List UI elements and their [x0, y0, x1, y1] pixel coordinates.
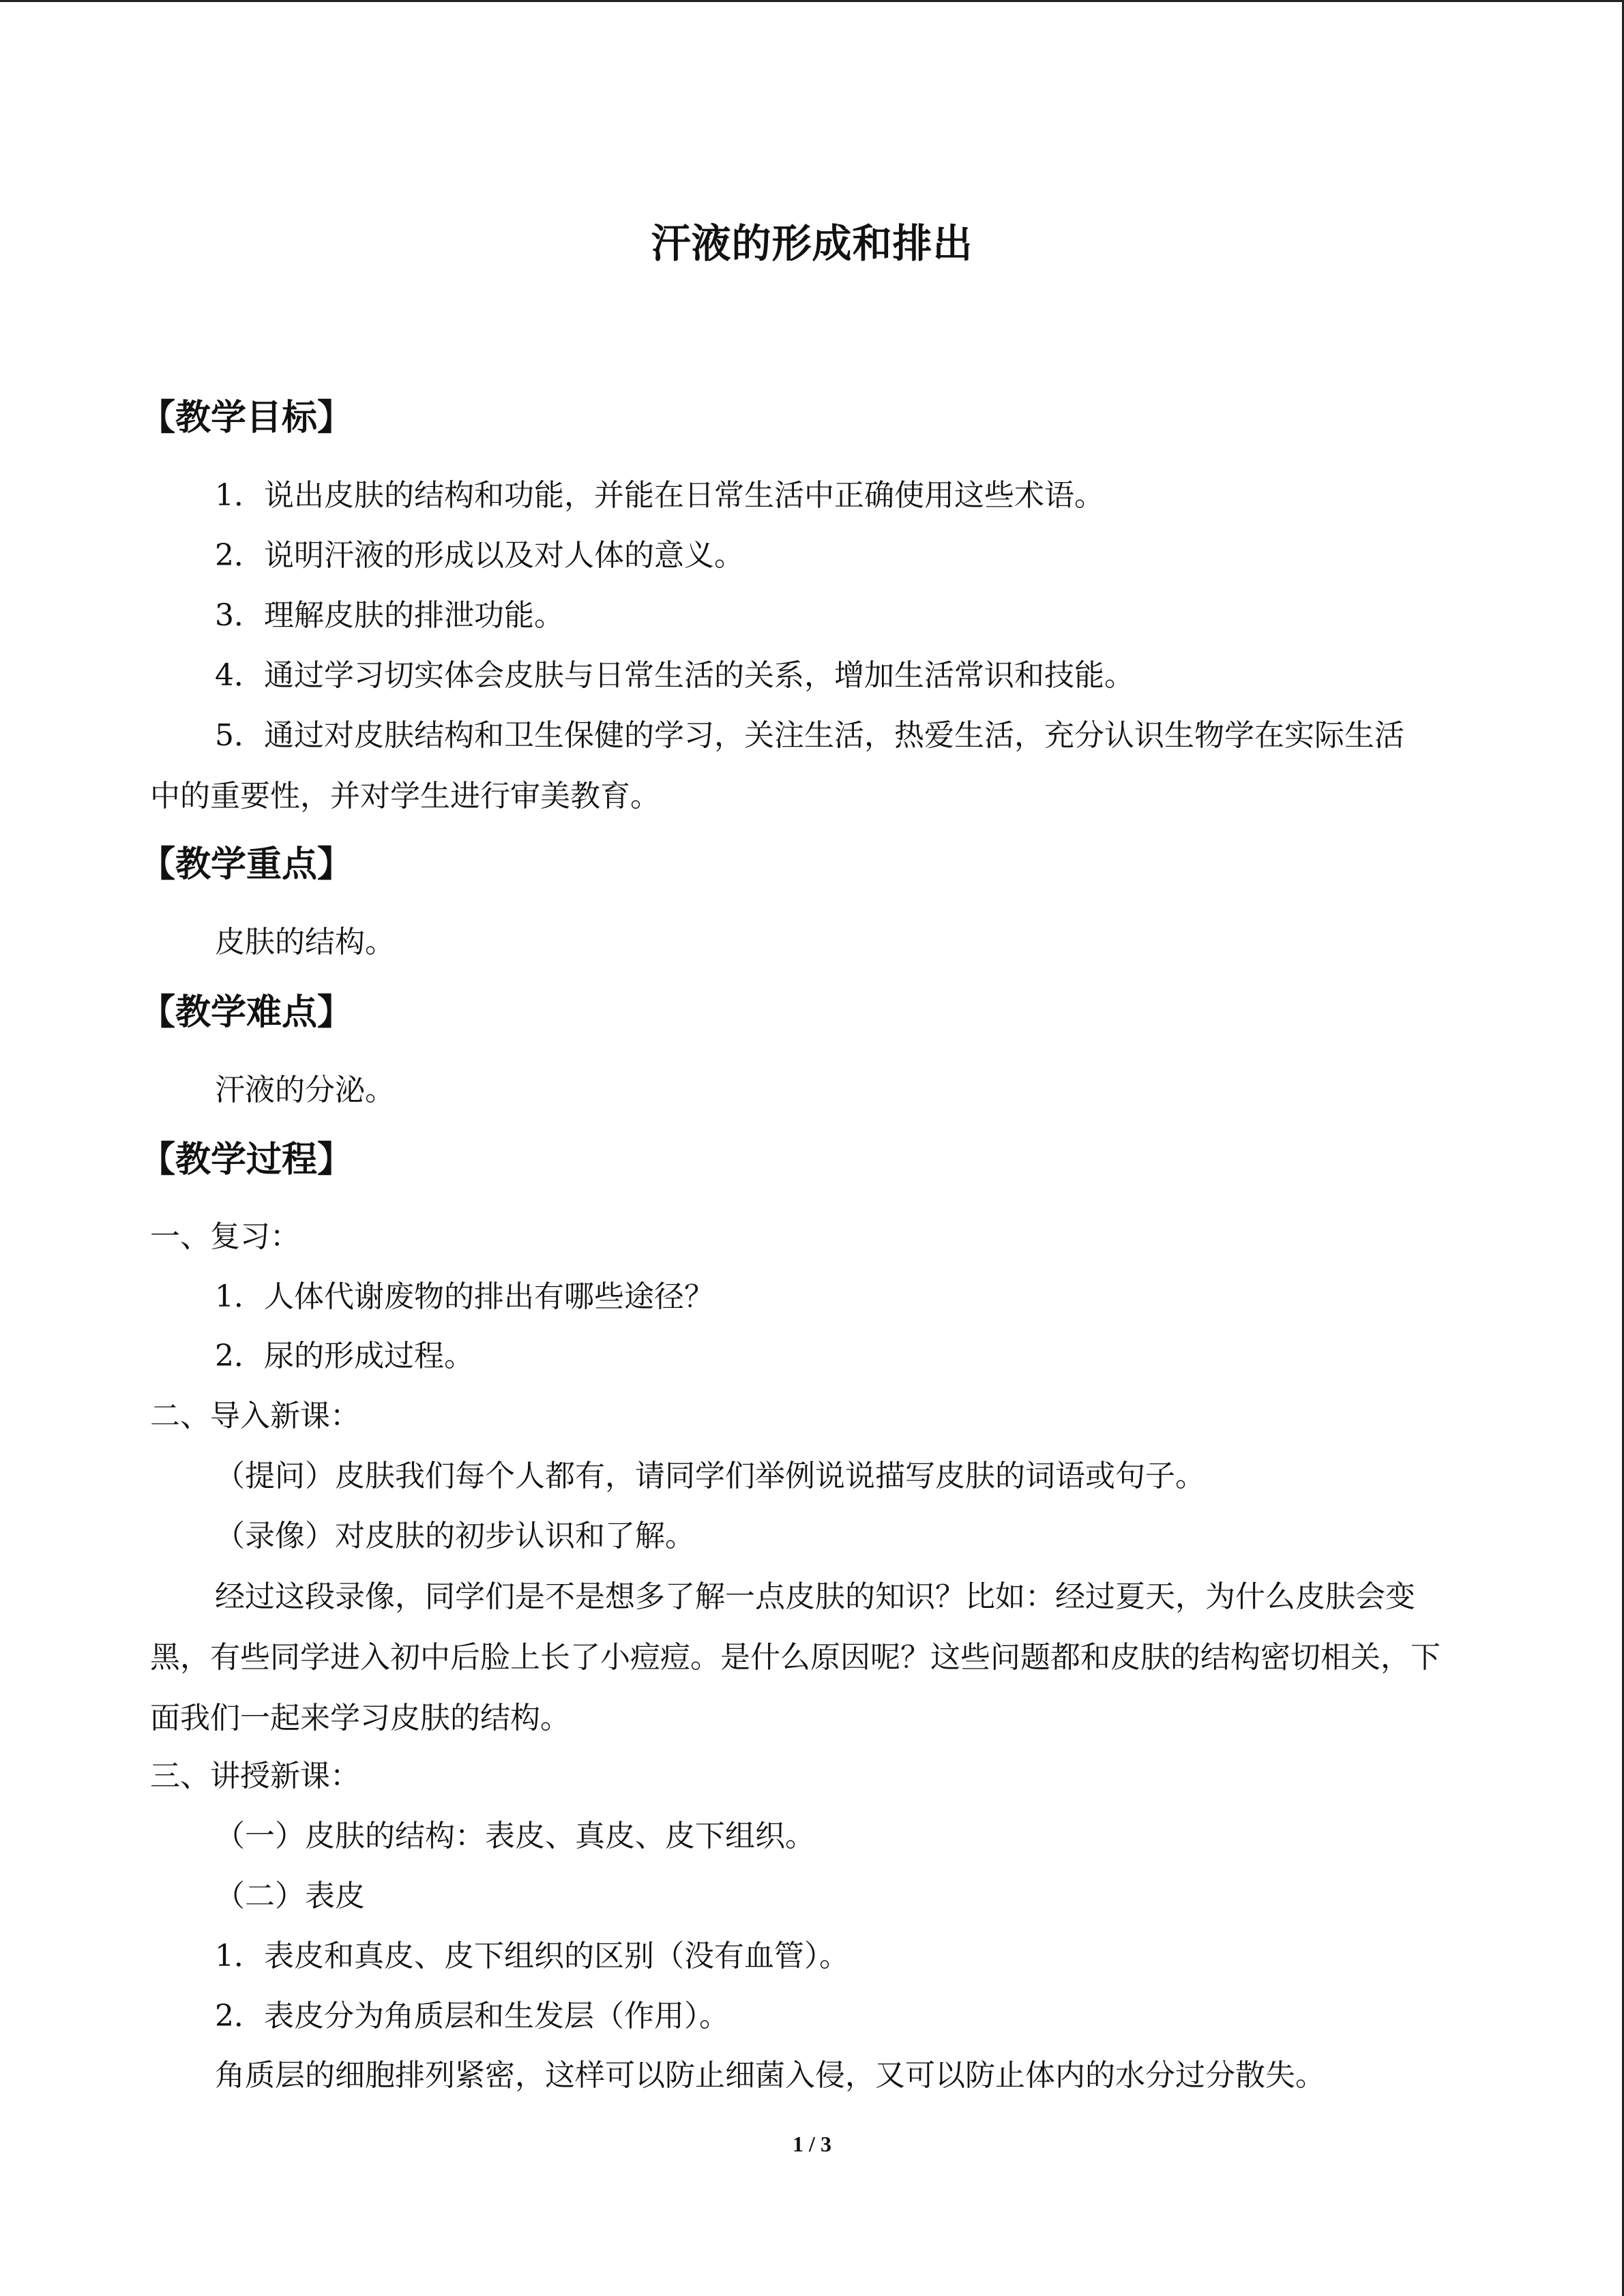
intro-paragraph: 经过这段录像，同学们是不是想多了解一点皮肤的知识？比如：经过夏天，为什么皮肤会变黑，有些同学进入初中后脸上长了小痘痘。是什么原因呢？这些问题都和皮肤的结构密切相关，下面我们一起来学习皮肤的结构。	[150, 1579, 1441, 1735]
heading-difficulties: 【教学难点】	[140, 992, 353, 1033]
heading-teaching-process: 【教学过程】	[140, 1139, 353, 1180]
lesson-item-3: 1．表皮和真皮、皮下组织的区别（没有血管）。	[215, 1939, 849, 1973]
difficulty-text: 汗液的分泌。	[215, 1073, 395, 1107]
lesson-item-2: （二）表皮	[215, 1879, 365, 1913]
lesson-item-1: （一）皮肤的结构：表皮、真皮、皮下组织。	[215, 1819, 815, 1853]
heading-key-points: 【教学重点】	[140, 844, 353, 885]
review-item-1: 1．人体代谢废物的排出有哪些途径？	[215, 1279, 714, 1314]
page-number: 1 / 3	[793, 2132, 831, 2156]
goal-item-5: 5．通过对皮肤结构和卫生保健的学习，关注生活，热爱生活，充分认识生物学在实际生活中的重要性，并对学生进行审美教育。	[150, 718, 1404, 814]
page-top-border	[0, 0, 1624, 2]
review-item-2: 2．尿的形成过程。	[215, 1339, 474, 1373]
lesson-title: 三、讲授新课：	[150, 1759, 360, 1793]
goal-item-3: 3．理解皮肤的排泄功能。	[215, 598, 564, 633]
intro-title: 二、导入新课：	[150, 1399, 360, 1433]
lesson-item-5: 角质层的细胞排列紧密，这样可以防止细菌入侵，又可以防止体内的水分过分散失。	[215, 2058, 1325, 2093]
goal-item-1: 1．说出皮肤的结构和功能，并能在日常生活中正确使用这些术语。	[215, 478, 1104, 513]
heading-teaching-goals: 【教学目标】	[140, 398, 353, 438]
goal-item-2: 2．说明汗液的形成以及对人体的意义。	[215, 538, 744, 573]
document-title: 汗液的形成和排出	[651, 220, 973, 267]
goal-item-4: 4．通过学习切实体会皮肤与日常生活的关系，增加生活常识和技能。	[215, 658, 1134, 693]
lesson-item-4: 2．表皮分为角质层和生发层（作用）。	[215, 1999, 729, 2033]
review-title: 一、复习：	[150, 1219, 300, 1254]
intro-item-2: （录像）对皮肤的初步认识和了解。	[215, 1519, 695, 1553]
intro-item-1: （提问）皮肤我们每个人都有，请同学们举例说说描写皮肤的词语或句子。	[215, 1459, 1205, 1493]
key-point-text: 皮肤的结构。	[215, 925, 395, 959]
